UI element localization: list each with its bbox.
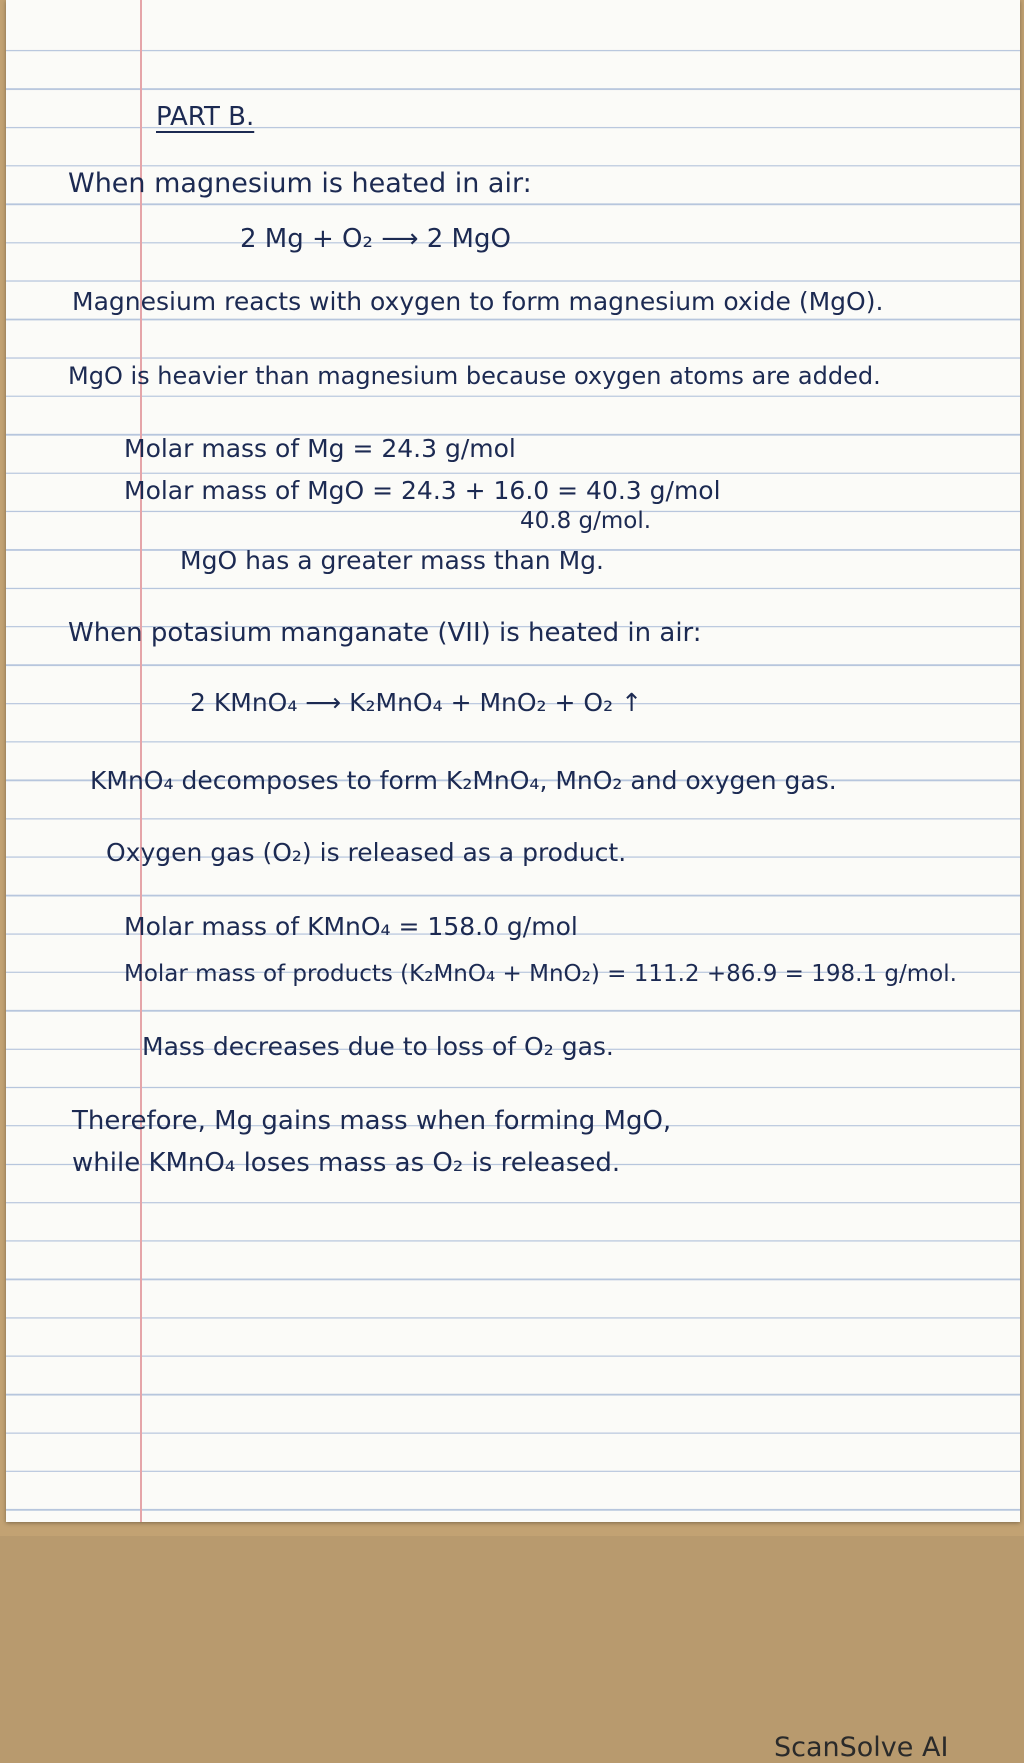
watermark: ScanSolve AI <box>774 1732 949 1763</box>
final-line-2: while KMnO₄ loses mass as O₂ is released. <box>72 1148 621 1178</box>
kmno4-statement-2: Oxygen gas (O₂) is released as a product. <box>106 838 627 867</box>
mg-statement-2: MgO is heavier than magnesium because oxygen atoms are added. <box>68 362 881 390</box>
margin-line <box>140 0 142 1522</box>
kmno4-intro: When potasium manganate (VII) is heated in air: <box>68 618 702 648</box>
notebook-page <box>6 0 1020 1522</box>
mg-conclusion: MgO has a greater mass than Mg. <box>180 546 604 575</box>
molar-mass-mgo: Molar mass of MgO = 24.3 + 16.0 = 40.3 g/mol <box>124 476 721 505</box>
molar-mass-mgo-alt: 40.8 g/mol. <box>520 508 652 534</box>
kmno4-conclusion: Mass decreases due to loss of O₂ gas. <box>142 1032 614 1061</box>
mg-intro: When magnesium is heated in air: <box>68 168 532 199</box>
page-heading: PART B. <box>156 102 255 132</box>
molar-mass-mg: Molar mass of Mg = 24.3 g/mol <box>124 434 516 463</box>
kmno4-equation: 2 KMnO₄ ⟶ K₂MnO₄ + MnO₂ + O₂ ↑ <box>190 688 643 717</box>
molar-mass-kmno4: Molar mass of KMnO₄ = 158.0 g/mol <box>124 912 578 941</box>
mg-equation: 2 Mg + O₂ ⟶ 2 MgO <box>240 224 511 254</box>
kmno4-statement-1: KMnO₄ decomposes to form K₂MnO₄, MnO₂ and oxygen gas. <box>90 766 837 795</box>
final-line-1: Therefore, Mg gains mass when forming MgO, <box>72 1106 672 1136</box>
mg-statement-1: Magnesium reacts with oxygen to form magnesium oxide (MgO). <box>72 287 884 316</box>
molar-mass-products: Molar mass of products (K₂MnO₄ + MnO₂) = 111.2 +86.9 = 198.1 g/mol. <box>124 961 957 987</box>
